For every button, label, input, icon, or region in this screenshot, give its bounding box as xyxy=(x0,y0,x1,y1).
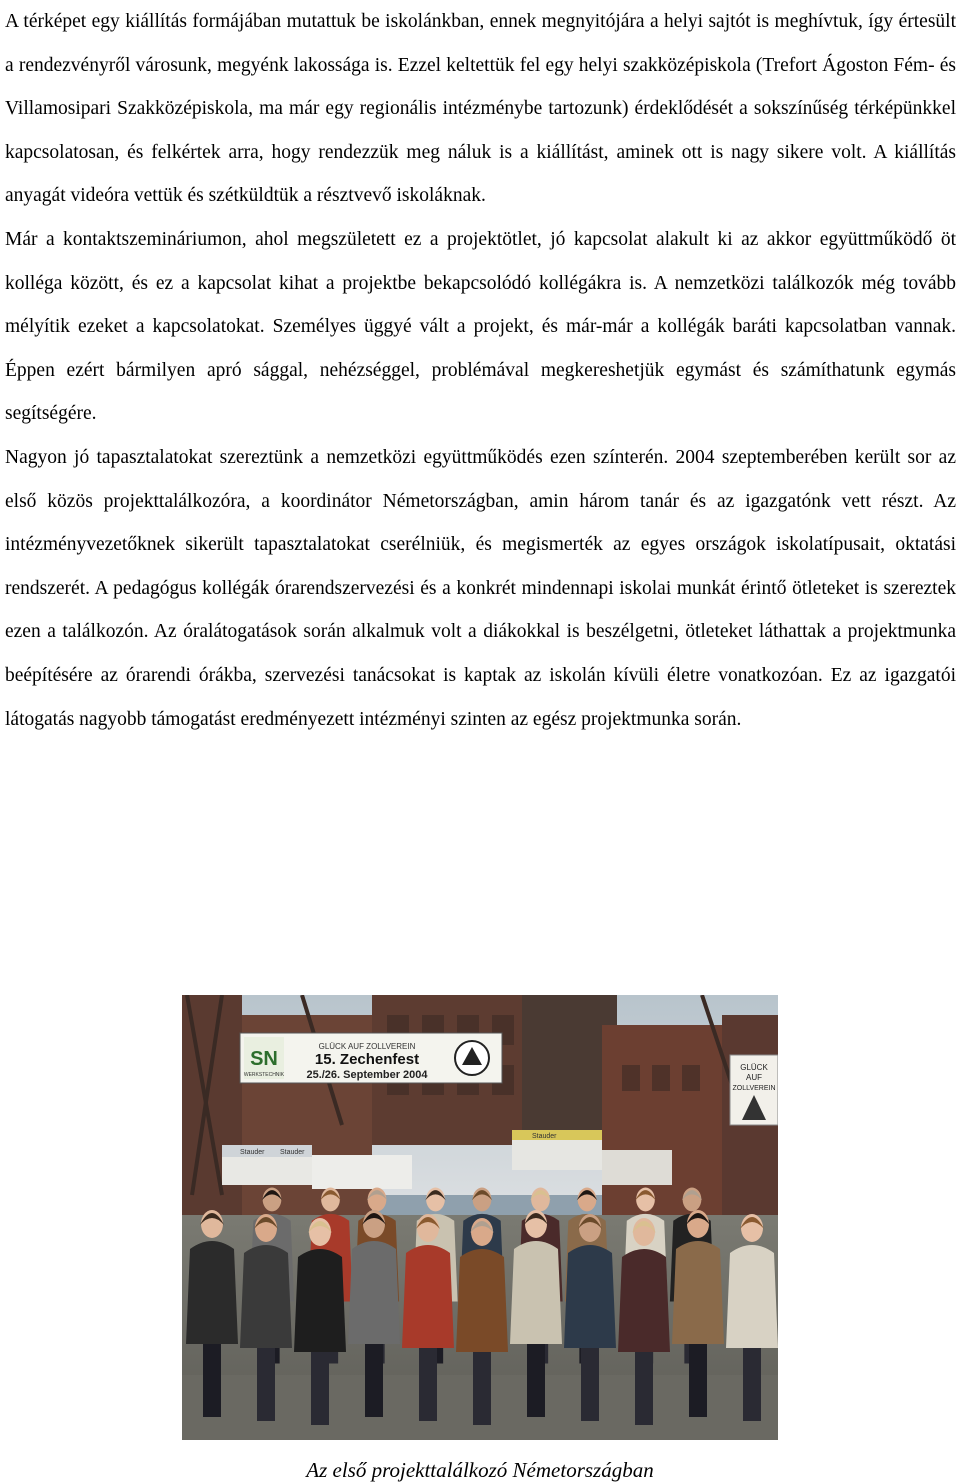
zollverein-sign xyxy=(730,1055,778,1125)
svg-text:Stauder: Stauder xyxy=(240,1149,265,1156)
banner-line-2: 15. Zechenfest xyxy=(314,1051,420,1068)
building-right xyxy=(602,1025,722,1225)
svg-text:ZOLLVEREIN: ZOLLVEREIN xyxy=(732,1085,776,1092)
people-group xyxy=(186,1188,778,1425)
festival-banner xyxy=(240,1033,502,1083)
banner-line-1: GLÜCK AUF ZOLLVEREIN xyxy=(318,1042,416,1051)
banner-line-3: 25./26. September 2004 xyxy=(306,1069,428,1081)
photo-caption: Az első projekttalálkozó Németországban xyxy=(306,1458,654,1482)
paragraph-1: A térképet egy kiállítás formájában mutattuk be iskolánkban, ennek megnyitójára a helyi sajtót is meghívtuk, így értesült a rendezvényről városunk, megyénk lakossága is. Ezzel keltettük fel egy helyi szakközépiskola (Trefort Ágoston Fém- és Villamosipari Szakközépiskola, ma már egy regionális intézménybe tartozunk) érdeklődését a sokszínűség térképünkkel kapcsolatosan, és felkértek arra, hogy rendezzük meg náluk is a kiállítást, aminek ott is nagy sikere volt. A kiállítás anyagát videóra vettük és szétküldtük a résztvevő iskoláknak. xyxy=(5,11,956,207)
banner-logo-sub: WERKSTECHNIK xyxy=(243,1072,285,1078)
banner-logo: SN xyxy=(250,1048,278,1070)
building-left xyxy=(182,995,242,1235)
svg-text:Stauder: Stauder xyxy=(532,1133,557,1140)
group-photo xyxy=(182,995,778,1440)
group-photo-drawing xyxy=(182,995,778,1440)
svg-text:GLÜCK: GLÜCK xyxy=(740,1063,768,1072)
paragraph-2: Már a kontaktszemináriumon, ahol megszületett ez a projektötlet, jó kapcsolat alakult ki az akkor együttműködő öt kolléga között, és ez a kapcsolat kihat a projektbe bekapcsolódó kollégákra is. A nemzetközi találkozók még tovább mélyítik ezeket a kapcsolatokat. Személyes üggyé vált a projekt, és már-már a kollégák baráti kapcsolatban vannak. Éppen ezért bármilyen apró sággal, nehézséggel, problémával megkereshetjük egymást és számíthatunk egymás segítségére. xyxy=(5,228,956,425)
body-text xyxy=(5,0,956,741)
svg-text:Stauder: Stauder xyxy=(280,1149,305,1156)
paragraph-3: Nagyon jó tapasztalatokat szereztünk a nemzetközi együttműködés ezen színterén. 2004 szeptemberében került sor az első közös projekttalálkozóra, a koordinátor Németországban, amin három tanár és az igazgatónk vett részt. Az intézményvezetőknek sikerült tapasztalatokat cserélniük, és megismerték az egyes országok iskolatípusait, oktatási rendszerét. A pedagógus kollégák órarendszervezési és a konkrét mindennapi iskolai munkát érintő ötleteket is szereztek ezen a találkozón. Az óralátogatások során alkalmuk volt a diákokkal is beszélgetni, ötleteket láthattak a projektmunka beépítésére az órarendi órákba, szervezési tanácsokat is kaptak az iskolán kívüli életre vonatkozóan. Ez az igazgatói látogatás nagyobb támogatást eredményezett intézményi szinten az egész projektmunka során. xyxy=(5,446,956,730)
svg-text:AUF: AUF xyxy=(746,1073,762,1082)
